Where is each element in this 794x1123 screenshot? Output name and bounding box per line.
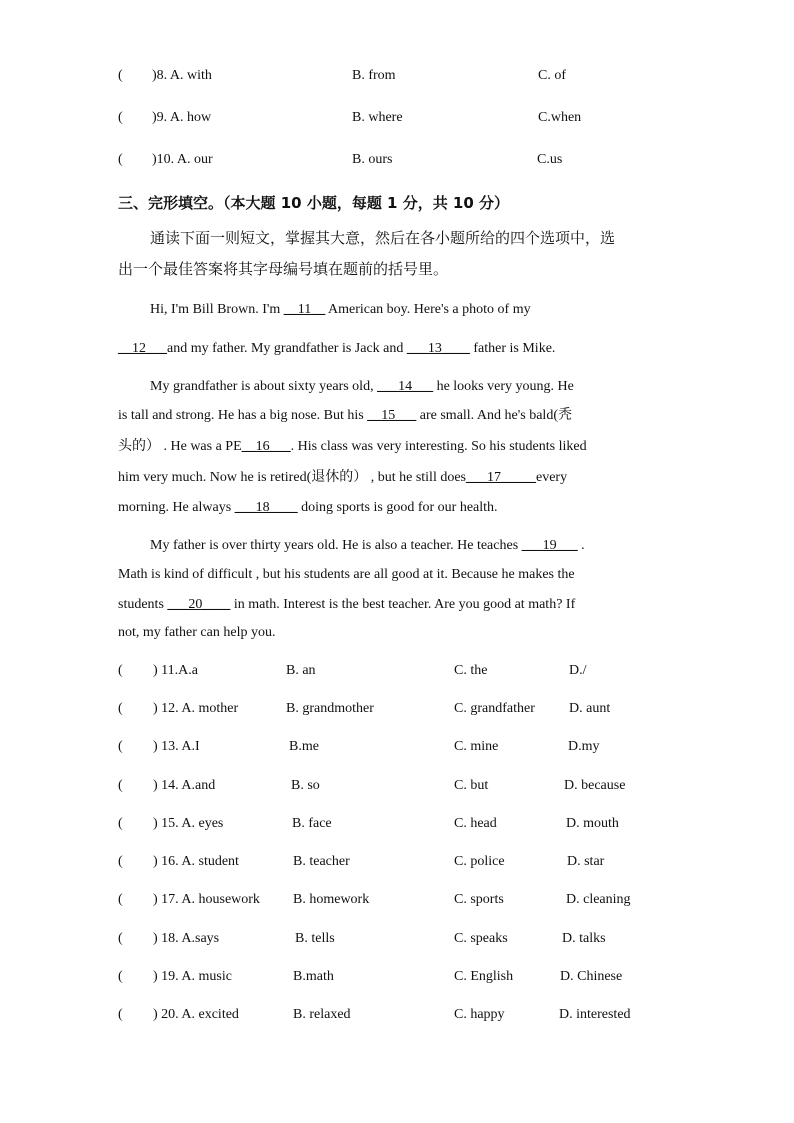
passage-text: Hi, I'm Bill Brown. I'm (150, 302, 284, 317)
option-c: C. happy (454, 1007, 505, 1022)
answer-paren: ( (118, 1007, 123, 1022)
blank-11: __11__ (283, 302, 326, 317)
answer-paren: ( (118, 931, 123, 946)
passage-text: him very much. Now he is retired(退休的） , but he still does (118, 470, 466, 485)
option-c: C.us (537, 152, 563, 167)
option-d: D.my (568, 739, 600, 754)
instruction-line-2: 出一个最佳答案将其字母编号填在题前的括号里。 (118, 260, 449, 278)
option-b: B.math (293, 969, 334, 984)
passage-line: Math is kind of difficult , but his students are all good at it. Because he makes the (118, 567, 575, 582)
option-a: ) 19. A. music (153, 969, 232, 984)
section-heading: 三、完形填空。（本大题 10 小题，每题 1 分，共 10 分） (118, 194, 510, 212)
option-c: C. mine (454, 739, 499, 754)
blank-15: __15___ (367, 408, 417, 423)
passage-text: he looks very young. He (433, 379, 574, 394)
option-d: D. because (564, 778, 626, 793)
option-d: D. aunt (569, 701, 611, 716)
blank-14: ___14___ (377, 379, 434, 394)
option-b: B. so (291, 778, 320, 793)
option-d: D. Chinese (560, 969, 623, 984)
passage-line (118, 469, 567, 487)
passage-text: . (577, 538, 585, 553)
option-c: C. police (454, 854, 505, 869)
passage-text: and my father. My grandfather is Jack and (167, 341, 407, 356)
option-c: C. head (454, 816, 497, 831)
option-c: C.when (538, 110, 582, 125)
passage-line (150, 378, 574, 396)
option-a: ) 15. A. eyes (153, 816, 224, 831)
blank-16: __16___ (241, 439, 291, 454)
passage-text: father is Mike. (469, 341, 556, 356)
option-a: ) 20. A. excited (153, 1007, 239, 1022)
option-b: B. face (292, 816, 332, 831)
option-c: C. English (454, 969, 514, 984)
blank-18: ___18____ (234, 500, 298, 515)
answer-paren: ( (118, 663, 123, 678)
passage-text: . His class was very interesting. So his students liked (290, 439, 587, 454)
option-a: )10. A. our (152, 152, 213, 167)
option-c: C. speaks (454, 931, 508, 946)
answer-paren: ( (118, 778, 123, 793)
option-a: ) 14. A.and (153, 778, 216, 793)
passage-text: are small. And he's bald(秃 (416, 408, 572, 423)
passage-text: My father is over thirty years old. He is also a teacher. He teaches (150, 538, 522, 553)
option-b: B. homework (293, 892, 370, 907)
passage-line (118, 407, 572, 425)
option-a: ) 13. A.I (153, 739, 200, 754)
option-d: D./ (569, 663, 587, 678)
passage-line (118, 340, 555, 358)
option-a: ) 16. A. student (153, 854, 239, 869)
passage-text: students (118, 597, 168, 612)
answer-paren: ( (118, 152, 123, 167)
passage-text: is tall and strong. He has a big nose. But his (118, 408, 368, 423)
option-b: B. from (352, 68, 396, 83)
answer-paren: ( (118, 739, 123, 754)
option-a: )9. A. how (152, 110, 212, 125)
passage-line (118, 499, 498, 517)
passage-text: morning. He always (118, 500, 235, 515)
passage-text: 头的） . He was a PE (118, 439, 242, 454)
option-d: D. cleaning (566, 892, 631, 907)
passage-line (118, 596, 575, 614)
option-a: )8. A. with (152, 68, 212, 83)
passage-line: not, my father can help you. (118, 625, 276, 640)
option-d: D. mouth (566, 816, 619, 831)
option-b: B. relaxed (293, 1007, 351, 1022)
answer-paren: ( (118, 701, 123, 716)
passage-text: My grandfather is about sixty years old, (150, 379, 378, 394)
option-d: D. star (567, 854, 605, 869)
option-c: C. grandfather (454, 701, 535, 716)
passage-line (150, 537, 585, 555)
option-c: C. but (454, 778, 489, 793)
instruction-line-1: 通读下面一则短文，掌握其大意，然后在各小题所给的四个选项中，选 (150, 229, 616, 247)
blank-20: ___20____ (167, 597, 231, 612)
option-d: D. interested (559, 1007, 631, 1022)
passage-text: American boy. Here's a photo of my (325, 302, 531, 317)
option-b: B. teacher (293, 854, 350, 869)
answer-paren: ( (118, 110, 123, 125)
option-c: C. of (538, 68, 566, 83)
option-c: C. the (454, 663, 488, 678)
answer-paren: ( (118, 969, 123, 984)
blank-19: ___19___ (521, 538, 578, 553)
passage-line (150, 301, 531, 319)
blank-12: __12___ (118, 341, 167, 356)
option-b: B. tells (295, 931, 335, 946)
passage-line (118, 438, 587, 456)
option-c: C. sports (454, 892, 504, 907)
blank-17: ___17_____ (466, 470, 536, 485)
answer-paren: ( (118, 892, 123, 907)
option-a: ) 11.A.a (153, 663, 198, 678)
option-b: B. grandmother (286, 701, 374, 716)
answer-paren: ( (118, 816, 123, 831)
passage-text: every (536, 470, 568, 485)
option-d: D. talks (562, 931, 606, 946)
option-a: ) 18. A.says (153, 931, 220, 946)
option-b: B. where (352, 110, 403, 125)
passage-text: in math. Interest is the best teacher. Are you good at math? If (230, 597, 576, 612)
answer-paren: ( (118, 68, 123, 83)
option-a: ) 17. A. housework (153, 892, 260, 907)
option-a: ) 12. A. mother (153, 701, 239, 716)
answer-paren: ( (118, 854, 123, 869)
option-b: B. an (286, 663, 316, 678)
blank-13: ___13____ (406, 341, 470, 356)
option-b: B. ours (352, 152, 393, 167)
option-b: B.me (289, 739, 319, 754)
passage-text: doing sports is good for our health. (297, 500, 498, 515)
